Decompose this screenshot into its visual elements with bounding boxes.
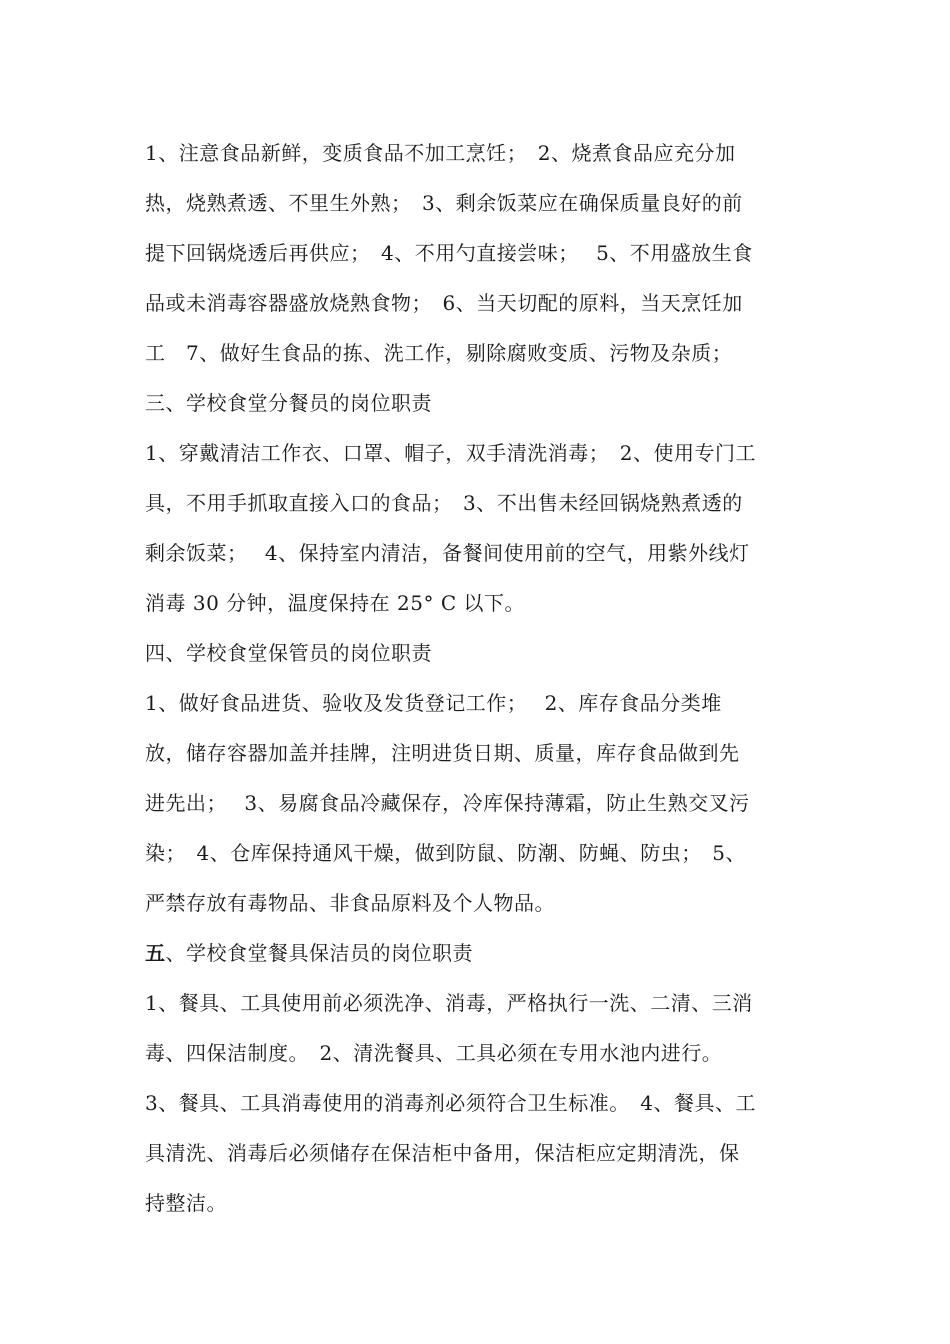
paragraph-line: 持整洁。 — [145, 1191, 227, 1215]
section-heading-server: 三、学校食堂分餐员的岗位职责 — [145, 391, 432, 415]
paragraph-line: 品或未消毒容器盛放烧熟食物； 6、当天切配的原料，当天烹饪加 — [145, 291, 743, 315]
paragraph-line: 热，烧熟煮透、不里生外熟； 3、剩余饭菜应在确保质量良好的前 — [145, 191, 743, 215]
document-body — [145, 128, 810, 1228]
paragraph-line: 染； 4、仓库保持通风干燥，做到防鼠、防潮、防蝇、防虫； 5、 — [145, 841, 746, 865]
paragraph-line: 提下回锅烧透后再供应； 4、不用勺直接尝味； 5、不用盛放生食 — [145, 241, 753, 265]
paragraph-line: 严禁存放有毒物品、非食品原料及个人物品。 — [145, 891, 555, 915]
paragraph-line: 进先出； 3、易腐食品冷藏保存，冷库保持薄霜，防止生熟交叉污 — [145, 791, 750, 815]
paragraph-line: 毒、四保洁制度。 2、清洗餐具、工具必须在专用水池内进行。 — [145, 1041, 723, 1065]
paragraph-line: 1、做好食品进货、验收及发货登记工作； 2、库存食品分类堆 — [145, 691, 722, 715]
paragraph-line: 3、餐具、工具消毒使用的消毒剂必须符合卫生标准。 4、餐具、工 — [145, 1091, 756, 1115]
paragraph-line: 1、餐具、工具使用前必须洗净、消毒，严格执行一洗、二清、三消 — [145, 991, 753, 1015]
paragraph-line: 1、注意食品新鲜，变质食品不加工烹饪； 2、烧煮食品应充分加 — [145, 141, 736, 165]
section-heading-tableware-cleaner — [145, 928, 810, 978]
paragraph-line: 放，储存容器加盖并挂牌，注明进货日期、质量，库存食品做到先 — [145, 741, 740, 765]
paragraph-line: 消毒 30 分钟，温度保持在 25° C 以下。 — [145, 591, 525, 615]
section-title: 、学校食堂餐具保洁员的岗位职责 — [165, 941, 473, 965]
section-heading-storekeeper: 四、学校食堂保管员的岗位职责 — [145, 641, 432, 665]
section-number: 五 — [145, 941, 166, 965]
paragraph-line: 具，不用手抓取直接入口的食品； 3、不出售未经回锅烧熟煮透的 — [145, 491, 743, 515]
paragraph-line: 工 7、做好生食品的拣、洗工作，剔除腐败变质、污物及杂质； — [145, 341, 733, 365]
paragraph-line: 1、穿戴清洁工作衣、口罩、帽子，双手清洗消毒； 2、使用专门工 — [145, 441, 756, 465]
paragraph-line: 剩余饭菜； 4、保持室内清洁，备餐间使用前的空气，用紫外线灯 — [145, 541, 750, 565]
paragraph-line: 具清洗、消毒后必须储存在保洁柜中备用，保洁柜应定期清洗，保 — [145, 1141, 740, 1165]
